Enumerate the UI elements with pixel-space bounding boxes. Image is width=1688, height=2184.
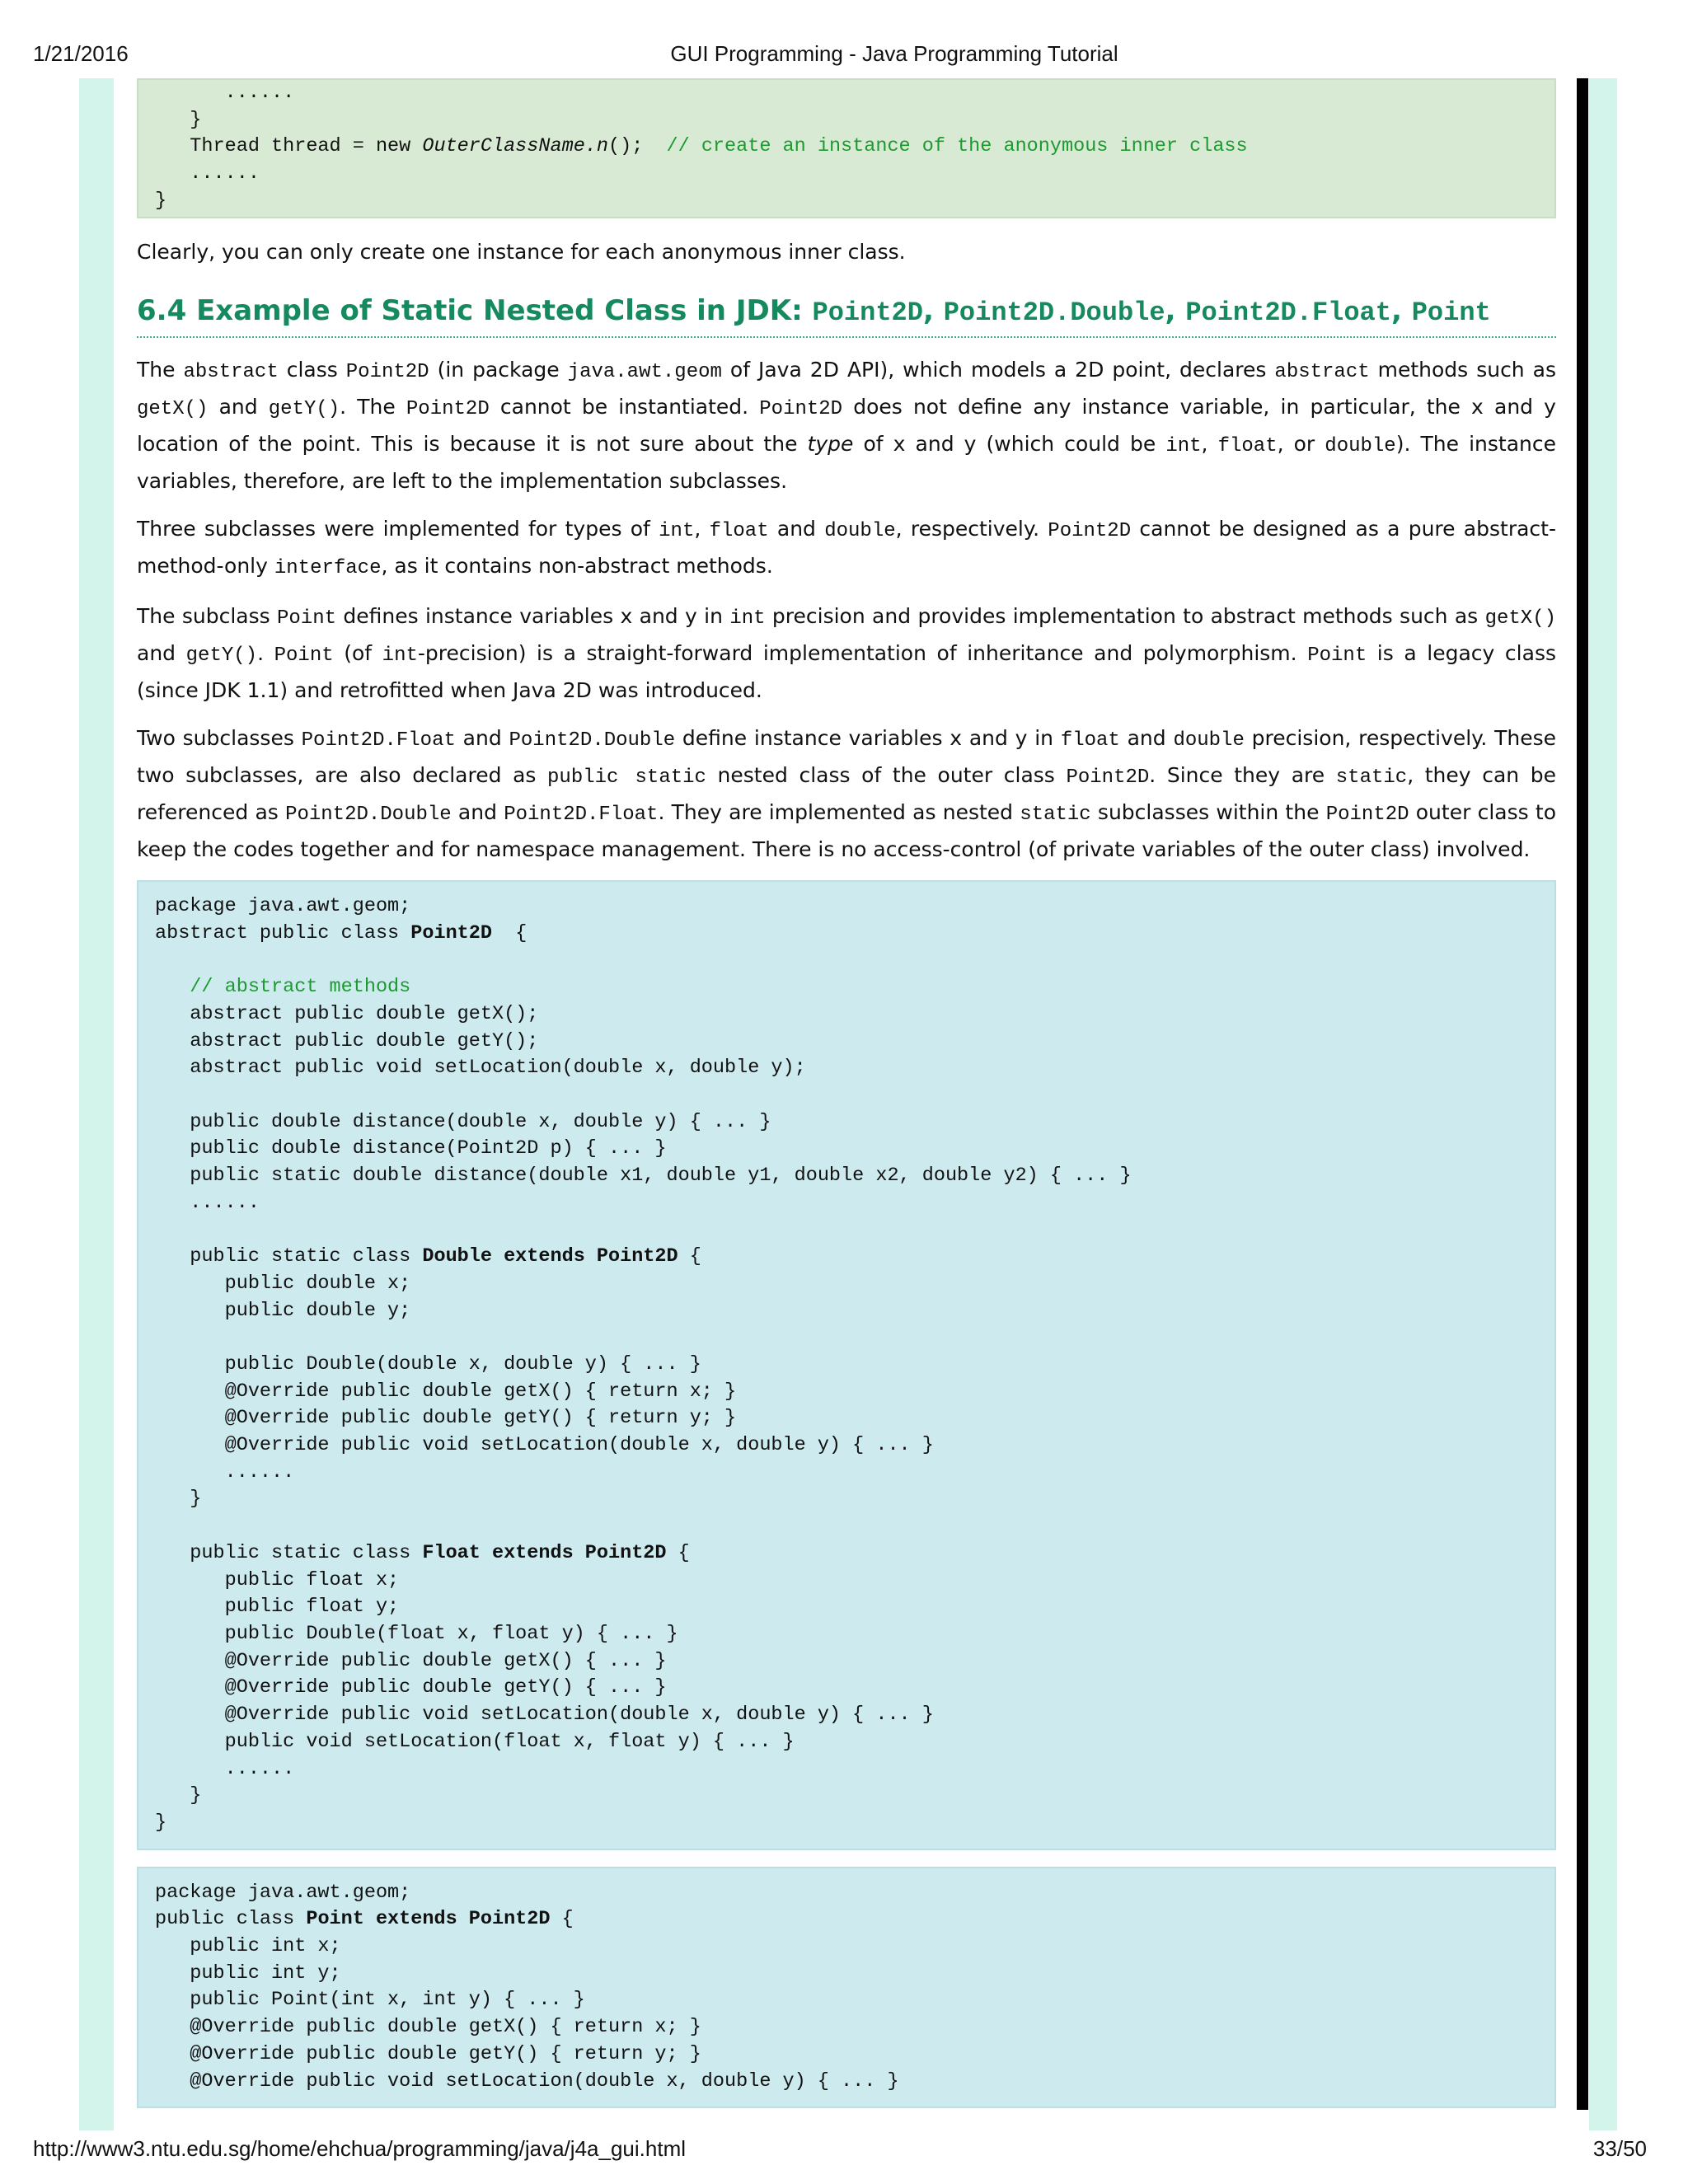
paragraph-point2d-abstract: The abstract class Point2D (in package java.awt.geom of Java 2D API), which models a 2D point, declares abstract methods such as getX() and getY(). The Point2D cannot be instantiated. Point2D does not define any instance variable, in particular, the x and y location of the point. This is because it is not sure about the type of x and y (which could be int, float, or double). The instance variables, therefore, are left to the implementation subclasses.: [137, 358, 1556, 493]
header-title: GUI Programming - Java Programming Tutorial: [670, 41, 1118, 66]
footer-url: http://www3.ntu.edu.sg/home/ehchua/programming/java/j4a_gui.html: [33, 2136, 686, 2161]
right-side-rail: [1589, 78, 1617, 2130]
footer-page-number: 33/50: [1592, 2136, 1647, 2161]
header-date: 1/21/2016: [33, 41, 129, 66]
section-heading: 6.4 Example of Static Nested Class in JDK: Point2D, Point2D.Double, Point2D.Float, Point: [137, 294, 1556, 338]
left-side-rail: [79, 78, 114, 2130]
paragraph-clearly: Clearly, you can only create one instance for each anonymous inner class.: [137, 240, 906, 264]
scrollbar-track[interactable]: [1577, 78, 1588, 2110]
paragraph-three-subclasses: Three subclasses were implemented for types of int, float and double, respectively. Point2D cannot be designed as a pure abstract-method-only interface, as it contains non-abstract methods.: [137, 517, 1556, 579]
code-block-point2d: package java.awt.geom; abstract public class Point2D { // abstract methods abstract public double getX(); abstract public double getY(); abstract public void setLocation(double x, double y); public double distance(double x, double y) { ... } public double distance(Point2D p) { ... } public static double distance(double x1, double y1, double x2, double y2) { ... } ...... public static class Double extends Point2D { public double x; public double y; public Double(double x, double y) { ... } @Override public double getX() { return x; } @Override public double getY() { return y; } @Override public void setLocation(double x, double y) { ... } ...... } public static class Float extends Point2D { public float x; public float y; public Double(float x, float y) { ... } @Override public double getX() { ... } @Override public double getY() { ... } @Override public void setLocation(double x, double y) { ... } public void setLocation(float x, float y) { ... } ...... } }: [137, 880, 1556, 1850]
article-content: [137, 78, 1556, 2108]
paragraph-point-subclass: The subclass Point defines instance variables x and y in int precision and provides implementation to abstract methods such as getX() and getY(). Point (of int-precision) is a straight-forward implementation of inheritance and polymorphism. Point is a legacy class (since JDK 1.1) and retrofitted when Java 2D was introduced.: [137, 604, 1556, 702]
code-block-point: package java.awt.geom; public class Point extends Point2D { public int x; public int y; public Point(int x, int y) { ... } @Override public double getX() { return x; } @Override public double getY() { return y; } @Override public void setLocation(double x, double y) { ... }: [137, 1867, 1556, 2109]
paragraph-nested-subclasses: Two subclasses Point2D.Float and Point2D.Double define instance variables x and y in float and double precision, respectively. These two subclasses, are also declared as public static nested class of the outer class Point2D. Since they are static, they can be referenced as Point2D.Double and Point2D.Float. They are implemented as nested static subclasses within the Point2D outer class to keep the codes together and for namespace management. There is no access-control (of private variables of the outer class) involved.: [137, 726, 1557, 861]
code-block-anonymous-class: ...... } Thread thread = new OuterClassName.n(); // create an instance of the anonymous inner class ...... }: [137, 78, 1556, 218]
